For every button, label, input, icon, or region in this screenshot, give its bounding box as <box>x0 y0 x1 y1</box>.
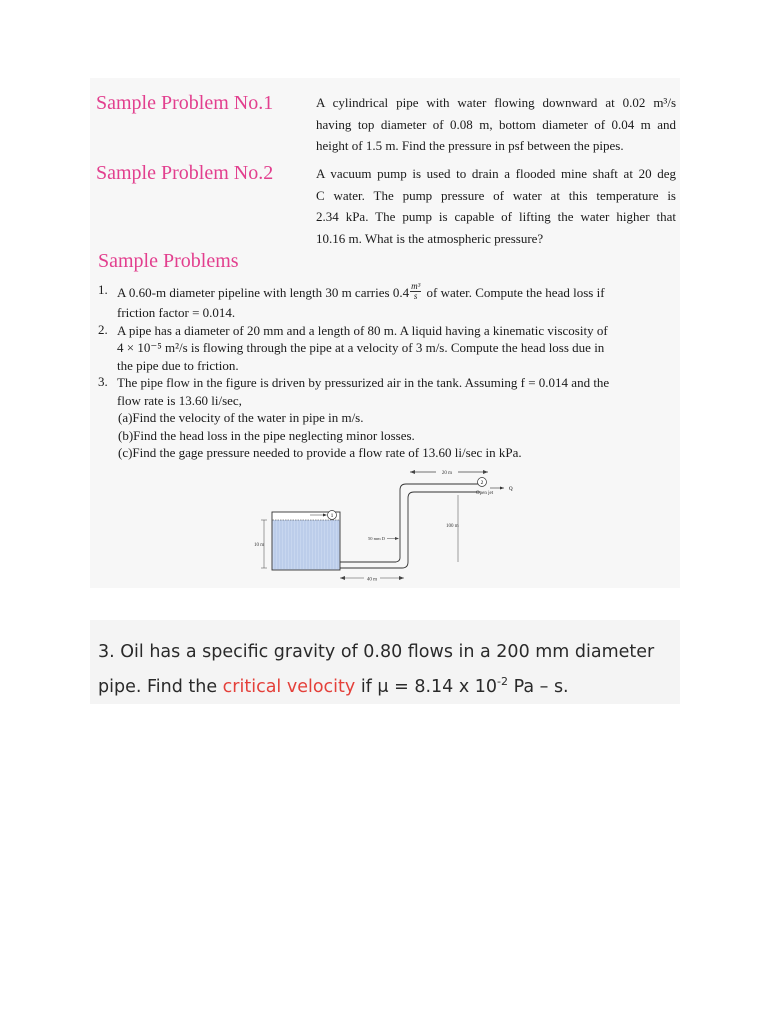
text-line: A pipe has a diameter of 20 mm and a length of 80 m. A liquid having a kinematic viscosity of <box>117 322 608 338</box>
text-line: friction factor = 0.014. <box>117 305 236 320</box>
tank-water <box>273 520 340 570</box>
pipe-upper-segment <box>406 484 480 492</box>
pipe-tank-figure <box>250 462 540 592</box>
text-fragment: if μ = 8.14 x 10 <box>355 676 498 697</box>
text-line: (b)Find the head loss in the pipe neglecting minor losses. <box>118 427 415 443</box>
text-line <box>98 667 678 702</box>
text-line: 2.34 kPa. The pump is capable of lifting the water higher that <box>316 209 676 224</box>
label-10m: 10 m <box>254 543 265 548</box>
list-item <box>98 374 673 462</box>
label-40m: 40 m <box>366 577 378 583</box>
text-line: (a)Find the velocity of the water in pipe in m/s. <box>118 410 364 425</box>
fraction-denominator: s <box>413 290 418 301</box>
pipe-lower-outer <box>340 558 400 562</box>
text-line: the pipe due to friction. <box>117 357 239 373</box>
pipe-lower-inner <box>340 562 408 568</box>
list-item <box>98 322 673 375</box>
oil-problem <box>98 637 678 702</box>
text-fragment: of water. Compute the head loss if <box>423 285 605 300</box>
sample-problems-list <box>98 282 673 462</box>
text-line: A cylindrical pipe with water flowing downward at 0.02 m³/s <box>316 95 676 110</box>
sample-problem-2-text <box>316 163 676 249</box>
list-item <box>98 282 673 322</box>
item-number: 1. <box>98 282 108 297</box>
fraction <box>410 282 421 301</box>
text-line: A vacuum pump is used to drain a flooded mine shaft at 20 deg <box>316 166 676 181</box>
fraction-numerator: m³ <box>411 280 421 291</box>
text-line: having top diameter of 0.08 m, bottom diameter of 0.04 m and <box>316 116 676 132</box>
dimension-20m <box>410 467 488 476</box>
pipe-bend-upper-inner <box>408 492 414 498</box>
item-number: 2. <box>98 321 108 337</box>
text-fragment: Pa – s. <box>508 676 569 697</box>
sample-problem-1-heading: Sample Problem No.1 <box>96 92 274 114</box>
point-1-label: 1 <box>330 513 334 519</box>
label-q: Q <box>509 487 513 492</box>
critical-velocity-highlight: critical velocity <box>222 676 356 697</box>
text-fragment: pipe. Find the <box>98 676 223 697</box>
exponent: -2 <box>497 675 509 688</box>
text-line: C water. The pump pressure of water at this temperature is <box>316 187 676 203</box>
item-number: 3. <box>98 374 108 389</box>
text-line: 4 × 10⁻⁵ m²/s is flowing through the pipe at a velocity of 3 m/s. Compute the head loss due in <box>117 340 605 355</box>
text-line: (c)Find the gage pressure needed to provide a flow rate of 13.60 li/sec in kPa. <box>118 445 522 460</box>
text-line: 3. Oil has a specific gravity of 0.80 flows in a 200 mm diameter <box>98 642 655 662</box>
text-line: The pipe flow in the figure is driven by pressurized air in the tank. Assuming f = 0.014 and the <box>117 375 610 390</box>
label-20m: 20 m <box>441 471 453 476</box>
text-line: height of 1.5 m. Find the pressure in psf between the pipes. <box>316 138 624 153</box>
text-line <box>117 282 673 304</box>
label-50mm: 50 mm D <box>368 536 386 541</box>
pipe-bend-upper <box>400 484 406 490</box>
sample-problems-heading: Sample Problems <box>98 250 239 272</box>
text-line: 10.16 m. What is the atmospheric pressure? <box>316 230 544 246</box>
text-fragment: A 0.60-m diameter pipeline with length 30 m carries 0.4 <box>117 285 410 300</box>
text-line: flow rate is 13.60 li/sec, <box>117 392 242 408</box>
label-100m: 100 m <box>446 524 459 529</box>
point-2-label: 2 <box>480 480 484 486</box>
sample-problem-1-text <box>316 92 676 157</box>
label-open-jet: Open jet <box>476 491 494 496</box>
sample-problem-2-heading: Sample Problem No.2 <box>96 162 274 184</box>
